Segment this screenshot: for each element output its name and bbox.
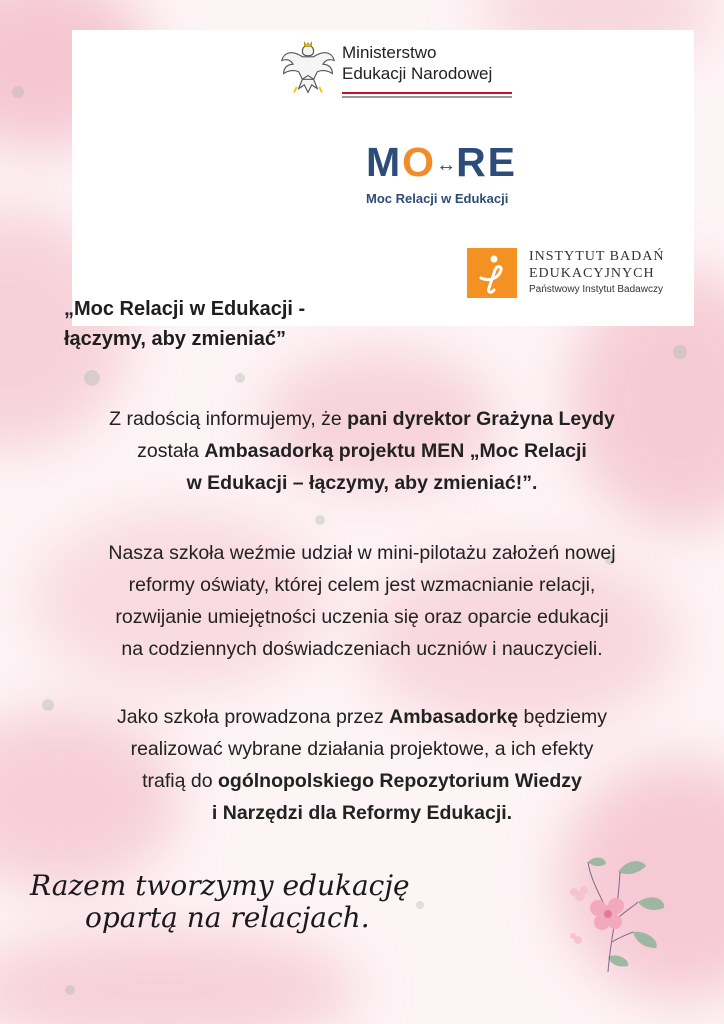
p3-text-a: Jako szkoła prowadzona przez — [117, 706, 390, 728]
p3-ambassador: Ambasadorkę — [389, 706, 519, 728]
men-eagle-emblem — [278, 38, 338, 98]
ibe-line3: Państwowy Instytut Badawczy — [529, 284, 663, 295]
more-letter-o: O — [402, 139, 437, 185]
p3-repository: ogólnopolskiego Repozytorium Wiedzy — [218, 770, 582, 792]
p3-text-e: trafią do — [142, 770, 219, 792]
more-logo — [366, 140, 517, 187]
ibe-name — [529, 248, 664, 295]
more-letters-re: RE — [456, 139, 518, 185]
announcement-paragraph — [40, 403, 684, 499]
repository-paragraph — [40, 701, 684, 829]
slogan-line2: opartą na relacjach. — [85, 901, 370, 934]
flower-decoration-icon — [548, 852, 668, 982]
slogan — [30, 870, 410, 934]
p2-line4: na codziennych doświadczeniach uczniów i nauczycieli. — [121, 638, 603, 660]
p3-tools: i Narzędzi dla Reformy Edukacji. — [211, 802, 513, 824]
headline-line2: łączymy, aby zmieniać” — [64, 328, 286, 350]
ibe-line2: EDUKACYJNYCH — [529, 266, 655, 281]
p1-director-name: pani dyrektor Grażyna Leydy — [347, 408, 615, 430]
headline-line1: „Moc Relacji w Edukacji - — [64, 298, 306, 320]
pilot-paragraph — [40, 537, 684, 665]
more-arrow-icon: ↔ — [436, 154, 457, 177]
p1-text-a: Z radością informujemy, że — [109, 408, 348, 430]
more-subtitle: Moc Relacji w Edukacji — [366, 191, 509, 206]
men-name — [342, 42, 492, 84]
p2-line3: rozwijanie umiejętności uczenia się oraz oparcie edukacji — [115, 606, 609, 628]
more-letter-m: M — [366, 139, 403, 185]
men-gray-stripe — [342, 96, 512, 98]
p2-line1: Nasza szkoła weźmie udział w mini-pilotażu założeń nowej — [108, 542, 616, 564]
ibe-line1: INSTYTUT BADAŃ — [529, 249, 665, 264]
men-line2: Edukacji Narodowej — [342, 64, 493, 83]
p1-project-name: w Edukacji – łączymy, aby zmieniać!”. — [186, 472, 538, 494]
men-red-stripe — [342, 92, 512, 94]
men-line1: Ministerstwo — [342, 43, 437, 62]
p1-text-c: została — [137, 440, 205, 462]
ibe-logo-icon — [467, 248, 517, 298]
p3-text-c: będziemy — [518, 706, 607, 728]
project-headline — [64, 294, 305, 354]
p2-line2: reformy oświaty, której celem jest wzmacnianie relacji, — [128, 574, 596, 596]
p1-ambassador-title: Ambasadorką projektu MEN „Moc Relacji — [204, 440, 587, 462]
slogan-line1: Razem tworzymy edukację — [30, 869, 410, 902]
p3-line2: realizować wybrane działania projektowe, a ich efekty — [130, 738, 594, 760]
